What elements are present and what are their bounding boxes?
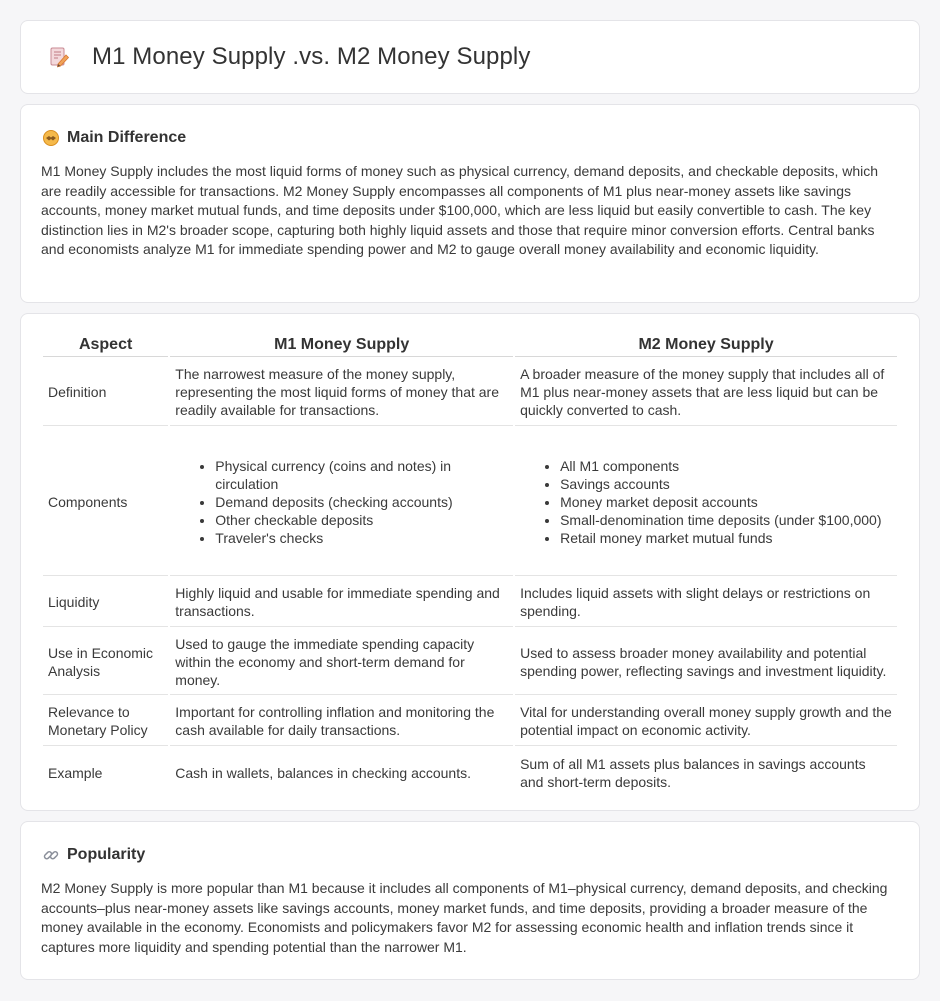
list-item: • Other checkable deposits <box>215 511 508 529</box>
table-row <box>43 748 897 797</box>
liquidity-aspect: Liquidity <box>43 578 168 627</box>
list-item: • Demand deposits (checking accounts) <box>215 493 508 511</box>
list-item: • Small-denomination time deposits (under $100,000) <box>560 511 892 529</box>
main-difference-text: M1 Money Supply includes the most liquid forms of money such as physical currency, demand deposits, and checkable deposits, which are readily accessible for transactions. M2 Money Supply encompasses all components of M1 plus near-money assets like savings accounts, money market mutual funds, and time deposits under $100,000, which are less liquid but easily convertible to cash. The key distinction lies in M2's broader scope, capturing both highly liquid assets and those that require minor conversion efforts. Central banks and economists analyze M1 for immediate spending power and M2 to gauge overall money availability and economic liquidity. <box>41 163 879 258</box>
popularity-text: M2 Money Supply is more popular than M1 because it includes all components of M1–physical currency, demand deposits, and checking accounts–plus near-money assets like savings accounts, money market funds, and time deposits, providing a broader measure of the money available in the economy. Economists and policymakers favor M2 for assessing economic health and inflation trends since it captures more liquidity and spending potential than the narrower M1. <box>41 880 888 955</box>
popularity-card <box>20 821 920 980</box>
list-item: • Money market deposit accounts <box>560 493 892 511</box>
list-item: • Savings accounts <box>560 475 892 493</box>
main-difference-card <box>20 104 920 303</box>
table-row <box>43 578 897 627</box>
handshake-icon <box>42 129 60 147</box>
list-item: • All M1 components <box>560 457 892 475</box>
components-aspect: Components <box>43 428 168 576</box>
comparison-card <box>20 313 920 811</box>
relevance-m2: Vital for understanding overall money supply growth and the potential impact on economic activity. <box>515 697 897 746</box>
components-m2 <box>515 428 897 576</box>
list-item: • Physical currency (coins and notes) in circulation <box>215 457 508 493</box>
aspect-header: Aspect <box>43 336 168 357</box>
table-row <box>43 697 897 746</box>
relevance-aspect: Relevance to Monetary Policy <box>43 697 168 746</box>
popularity-title: Popularity <box>67 846 146 863</box>
use-aspect: Use in Economic Analysis <box>43 629 168 695</box>
example-m2: Sum of all M1 assets plus balances in savings accounts and short-term deposits. <box>520 755 866 790</box>
m2-header: M2 Money Supply <box>515 336 897 357</box>
example-m1: Cash in wallets, balances in checking accounts. <box>175 764 471 781</box>
example-aspect: Example <box>48 764 103 781</box>
table-row <box>43 629 897 695</box>
definition-aspect: Definition <box>43 359 168 426</box>
table-row <box>43 428 897 576</box>
main-difference-heading <box>21 105 919 149</box>
use-m1: Used to gauge the immediate spending capacity within the economy and short-term demand for money. <box>170 629 513 695</box>
main-difference-title: Main Difference <box>67 129 187 146</box>
popularity-heading <box>21 822 919 866</box>
edit-document-icon <box>47 45 71 69</box>
m1-header: M1 Money Supply <box>170 336 513 357</box>
relevance-m1: Important for controlling inflation and monitoring the cash available for daily transactions. <box>170 697 513 746</box>
table-header-row <box>43 336 897 357</box>
comparison-table <box>41 334 899 799</box>
components-m1 <box>170 428 513 576</box>
list-item: • Retail money market mutual funds <box>560 529 892 547</box>
list-item: • Traveler's checks <box>215 529 508 547</box>
components-m1-list <box>175 457 508 547</box>
title-row <box>21 21 919 93</box>
link-icon <box>42 846 60 864</box>
header-card <box>20 20 920 94</box>
definition-m1: The narrowest measure of the money supply, representing the most liquid forms of money that are readily available for transactions. <box>170 359 513 426</box>
liquidity-m1: Highly liquid and usable for immediate spending and transactions. <box>170 578 513 627</box>
page-title: M1 Money Supply .vs. M2 Money Supply <box>92 43 531 70</box>
components-m2-list <box>520 457 892 547</box>
table-row <box>43 359 897 426</box>
use-m2: Used to assess broader money availability and potential spending power, reflecting savings and investment liquidity. <box>515 629 897 695</box>
liquidity-m2: Includes liquid assets with slight delays or restrictions on spending. <box>515 578 897 627</box>
definition-m2: A broader measure of the money supply that includes all of M1 plus near-money assets that are less liquid but can be quickly converted to cash. <box>515 359 897 426</box>
